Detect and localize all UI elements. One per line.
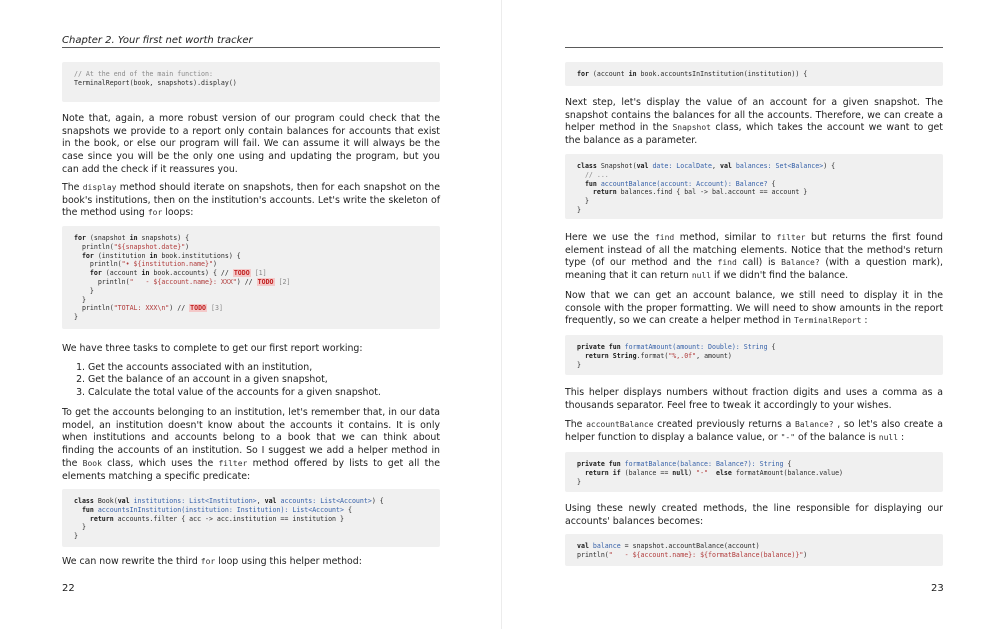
code-keyword: fun bbox=[74, 505, 94, 514]
text: loop using this helper method: bbox=[215, 556, 362, 567]
code-text: book.accounts) { // bbox=[149, 269, 233, 278]
code-text: println( bbox=[74, 304, 114, 313]
code-keyword: return bbox=[74, 514, 114, 523]
paragraph-newly-created: Using these newly created methods, the line responsible for displaying our accounts' balances becomes: bbox=[565, 503, 943, 527]
code-text: ) bbox=[688, 468, 697, 477]
inline-code: filter bbox=[218, 458, 248, 468]
paragraph-find-method bbox=[565, 232, 943, 283]
text: created previously returns a bbox=[653, 419, 796, 430]
code-text: (snapshot bbox=[85, 234, 130, 242]
inline-code: Snapshot bbox=[672, 123, 711, 133]
inline-code: null bbox=[691, 271, 712, 281]
code-text: ) { bbox=[371, 497, 384, 505]
todo-badge: TODO bbox=[190, 304, 207, 313]
text: loops: bbox=[162, 207, 194, 219]
code-text: Snapshot( bbox=[596, 162, 637, 170]
task-list bbox=[62, 362, 440, 399]
code-text: accounts.filter { acc -> acc.institution == institution } bbox=[113, 514, 344, 523]
inline-code: for bbox=[147, 208, 163, 218]
code-type: accountsInInstitution(institution: Institution): List<Account> bbox=[93, 505, 344, 514]
code-type: accountBalance(account: Account): Balance? bbox=[596, 179, 768, 188]
code-text: snapshots) { bbox=[137, 234, 190, 242]
inline-code: filter bbox=[776, 233, 806, 242]
todo-badge: TODO bbox=[233, 269, 250, 278]
text: but returns the first found element instead of all the matching elements. Notice that the method's return type (of our method and the bbox=[565, 232, 944, 269]
inline-code: TerminalReport bbox=[794, 316, 862, 326]
code-text: println( bbox=[74, 277, 130, 286]
inline-code: find bbox=[717, 258, 737, 268]
page-number: 22 bbox=[62, 583, 75, 594]
inline-code: accountBalance bbox=[586, 420, 654, 429]
code-text: ) bbox=[803, 550, 808, 559]
code-text: } bbox=[577, 360, 581, 369]
code-text: } bbox=[74, 313, 78, 322]
inline-code: Balance? bbox=[781, 258, 820, 268]
inline-code: display bbox=[82, 183, 117, 192]
code-comment: // At the end of the main function: bbox=[74, 70, 213, 78]
code-string: "-" bbox=[696, 468, 709, 477]
code-text: (account bbox=[101, 269, 142, 278]
code-block-format-amount bbox=[565, 335, 943, 375]
code-keyword: return bbox=[577, 188, 617, 197]
paragraph-format-balance bbox=[565, 419, 943, 444]
code-keyword: String bbox=[608, 351, 637, 360]
code-ref: [3] bbox=[207, 304, 223, 313]
inline-code: Balance? bbox=[795, 420, 834, 429]
paragraph-next-step bbox=[565, 97, 943, 148]
text: method, similar to bbox=[674, 232, 777, 243]
code-keyword: private fun bbox=[577, 343, 621, 351]
code-text: formatAmount(balance.value) bbox=[731, 468, 844, 477]
code-comment: // ... bbox=[577, 170, 609, 179]
code-keyword: for bbox=[577, 70, 589, 78]
text: We can now rewrite the third bbox=[62, 556, 201, 567]
code-text: } bbox=[74, 295, 86, 304]
code-line: TerminalReport(book, snapshots).display() bbox=[74, 78, 237, 87]
code-text: } bbox=[577, 477, 581, 486]
code-keyword: for bbox=[74, 269, 102, 278]
code-keyword: val bbox=[636, 162, 649, 170]
code-text: } bbox=[577, 197, 589, 206]
paragraph-three-tasks: We have three tasks to complete to get our first report working: bbox=[62, 343, 363, 354]
chapter-header: Chapter 2. Your first net worth tracker bbox=[62, 34, 440, 48]
code-text: (account bbox=[588, 70, 629, 78]
code-text: book.accountsInInstitution(institution)) { bbox=[636, 70, 808, 78]
list-item: 1. Get the accounts associated with an institution, bbox=[88, 362, 440, 374]
paragraph-accounts-institution bbox=[62, 407, 440, 483]
code-string: "TOTAL: XXX\n" bbox=[113, 304, 170, 313]
text: method should iterate on snapshots, then for each snapshot on the book's institutions, then on the institution's accounts. Let's write the skeleton of the method using bbox=[62, 182, 440, 219]
inline-code: Book bbox=[82, 458, 102, 468]
code-text: = snapshot.accountBalance(account) bbox=[620, 542, 760, 550]
code-type: balances: Set<Balance> bbox=[731, 162, 824, 170]
code-keyword: return bbox=[577, 351, 609, 360]
code-type: balance bbox=[588, 542, 621, 550]
code-block-main-end bbox=[62, 62, 440, 102]
code-block-balance-line bbox=[565, 534, 943, 566]
code-type: date: LocalDate bbox=[648, 162, 713, 170]
code-text: println( bbox=[577, 550, 609, 559]
code-block-book-class bbox=[62, 489, 440, 547]
code-text: ) bbox=[185, 242, 190, 251]
inline-code: null bbox=[878, 432, 899, 442]
inline-code: find bbox=[654, 233, 675, 242]
code-block-snapshot-class bbox=[565, 154, 943, 219]
code-keyword: in bbox=[129, 234, 138, 242]
code-string: "%,.0f" bbox=[668, 351, 697, 360]
code-keyword: return if bbox=[577, 468, 621, 477]
code-keyword: val bbox=[577, 542, 589, 550]
left-page bbox=[0, 0, 502, 629]
code-keyword: class bbox=[577, 162, 597, 170]
text: : bbox=[898, 431, 905, 443]
code-keyword: null bbox=[672, 468, 689, 477]
code-text: , bbox=[712, 162, 720, 170]
code-keyword: private fun bbox=[577, 460, 621, 468]
code-text: } bbox=[74, 286, 94, 295]
inline-code: for bbox=[200, 557, 216, 566]
code-keyword: val bbox=[264, 497, 277, 505]
code-string: " - ${account.name}: XXX" bbox=[129, 277, 237, 286]
code-string: " - ${account.name}: ${formatBalance(balance)}" bbox=[608, 550, 804, 559]
code-keyword: else bbox=[708, 468, 732, 477]
text: of the balance is bbox=[795, 431, 879, 443]
list-item: 2. Get the balance of an account in a given snapshot, bbox=[88, 374, 440, 386]
code-type: formatBalance(balance: Balance?): String bbox=[620, 460, 784, 468]
code-text: ) // bbox=[169, 304, 190, 313]
code-text: ) // bbox=[236, 277, 257, 286]
code-keyword: val bbox=[719, 162, 732, 170]
page-number: 23 bbox=[931, 583, 944, 594]
code-ref: [2] bbox=[274, 277, 291, 286]
paragraph-helper-displays: This helper displays numbers without fraction digits and uses a comma as a thousands separator. Feel free to tweak it accordingly to your wishes. bbox=[565, 387, 943, 411]
text: class, which uses the bbox=[101, 457, 219, 469]
code-keyword: in bbox=[628, 70, 637, 78]
text: Next step, let's display the value of an account for a given snapshot. The snapshot contains the balances for all the accounts. Therefore, we can create a helper method in the bbox=[565, 97, 943, 134]
code-keyword: fun bbox=[577, 179, 597, 188]
paragraph-robust-check: Note that, again, a more robust version of our program could check that the snapshots we provide to a report only contain balances for accounts that exist in the book, or else our program will fail. We can assume it will always be the case since you will be the only one using and updating the program, but you can add the check if it reassures you. bbox=[62, 113, 440, 175]
code-text: , bbox=[256, 497, 265, 505]
code-type: formatAmount(amount: Double): String bbox=[620, 343, 768, 351]
code-type: institutions: List<Institution> bbox=[129, 497, 257, 505]
code-text: book.institutions) { bbox=[157, 251, 241, 260]
text: (with a question mark), meaning that it can return bbox=[565, 257, 944, 282]
code-text: } bbox=[74, 532, 78, 541]
code-text: } bbox=[577, 205, 581, 214]
text: , so let's also create a helper function to display a balance value, or bbox=[565, 419, 944, 443]
text: method offered by lists to get all the elements matching a specific predicate: bbox=[62, 457, 440, 482]
inline-code: "-" bbox=[780, 432, 796, 442]
paragraph-display-method bbox=[62, 182, 440, 220]
text: : bbox=[861, 315, 868, 327]
text: Here we use the bbox=[565, 232, 655, 243]
code-keyword: for bbox=[74, 234, 86, 242]
code-text: println( bbox=[74, 260, 122, 269]
code-block-format-balance bbox=[565, 452, 943, 492]
todo-badge: TODO bbox=[257, 277, 274, 286]
code-text: println( bbox=[74, 242, 114, 251]
text: To get the accounts belonging to an institution, let's remember that, in our data model, an institution doesn't know about the accounts it contains. It is only when institutions and accounts belong to a book that we can think about finding the accounts of an institution. So I suggest we add a helper method in the bbox=[62, 407, 440, 469]
code-text: ) { bbox=[823, 162, 836, 170]
code-text: { bbox=[767, 343, 776, 351]
text: The bbox=[62, 182, 83, 193]
code-text: (institution bbox=[93, 251, 150, 260]
text: Now that we can get an account balance, we still need to display it in the console with the proper formatting. We will need to show amounts in the report frequently, so we can create a helper method in bbox=[565, 290, 943, 327]
code-text: { bbox=[783, 460, 792, 468]
code-type: accounts: List<Account> bbox=[276, 497, 372, 505]
code-text: ) bbox=[212, 260, 217, 269]
code-text: } bbox=[74, 523, 86, 532]
code-keyword: in bbox=[141, 269, 150, 278]
code-string: "• ${institution.name}" bbox=[121, 260, 213, 269]
code-text: .format( bbox=[636, 351, 669, 360]
code-text: , amount) bbox=[696, 351, 732, 360]
code-text: Book( bbox=[93, 497, 118, 505]
code-text: (balance == bbox=[620, 468, 673, 477]
code-text: balances.find { bal -> bal.account == account } bbox=[616, 188, 808, 197]
code-keyword: for bbox=[74, 251, 94, 260]
code-ref: [1] bbox=[250, 269, 267, 278]
text: class, which takes the account we want to get the balance as a parameter. bbox=[565, 122, 943, 147]
paragraph-format-amount bbox=[565, 290, 943, 328]
code-block-display-skeleton bbox=[62, 226, 440, 329]
paragraph-rewrite-loop bbox=[62, 556, 440, 569]
code-text: { bbox=[343, 505, 352, 514]
header-rule bbox=[565, 34, 943, 48]
text: The bbox=[565, 419, 587, 430]
code-block-for-accounts bbox=[565, 62, 943, 86]
list-item: 3. Calculate the total value of the accounts for a given snapshot. bbox=[88, 387, 440, 399]
code-keyword: class bbox=[74, 497, 94, 505]
code-keyword: in bbox=[149, 251, 158, 260]
code-text: { bbox=[767, 179, 776, 188]
text: if we didn't find the balance. bbox=[711, 270, 849, 282]
right-page bbox=[503, 0, 1005, 629]
code-string: "${snapshot.date}" bbox=[113, 242, 186, 251]
code-keyword: val bbox=[117, 497, 130, 505]
text: call) is bbox=[736, 257, 782, 269]
